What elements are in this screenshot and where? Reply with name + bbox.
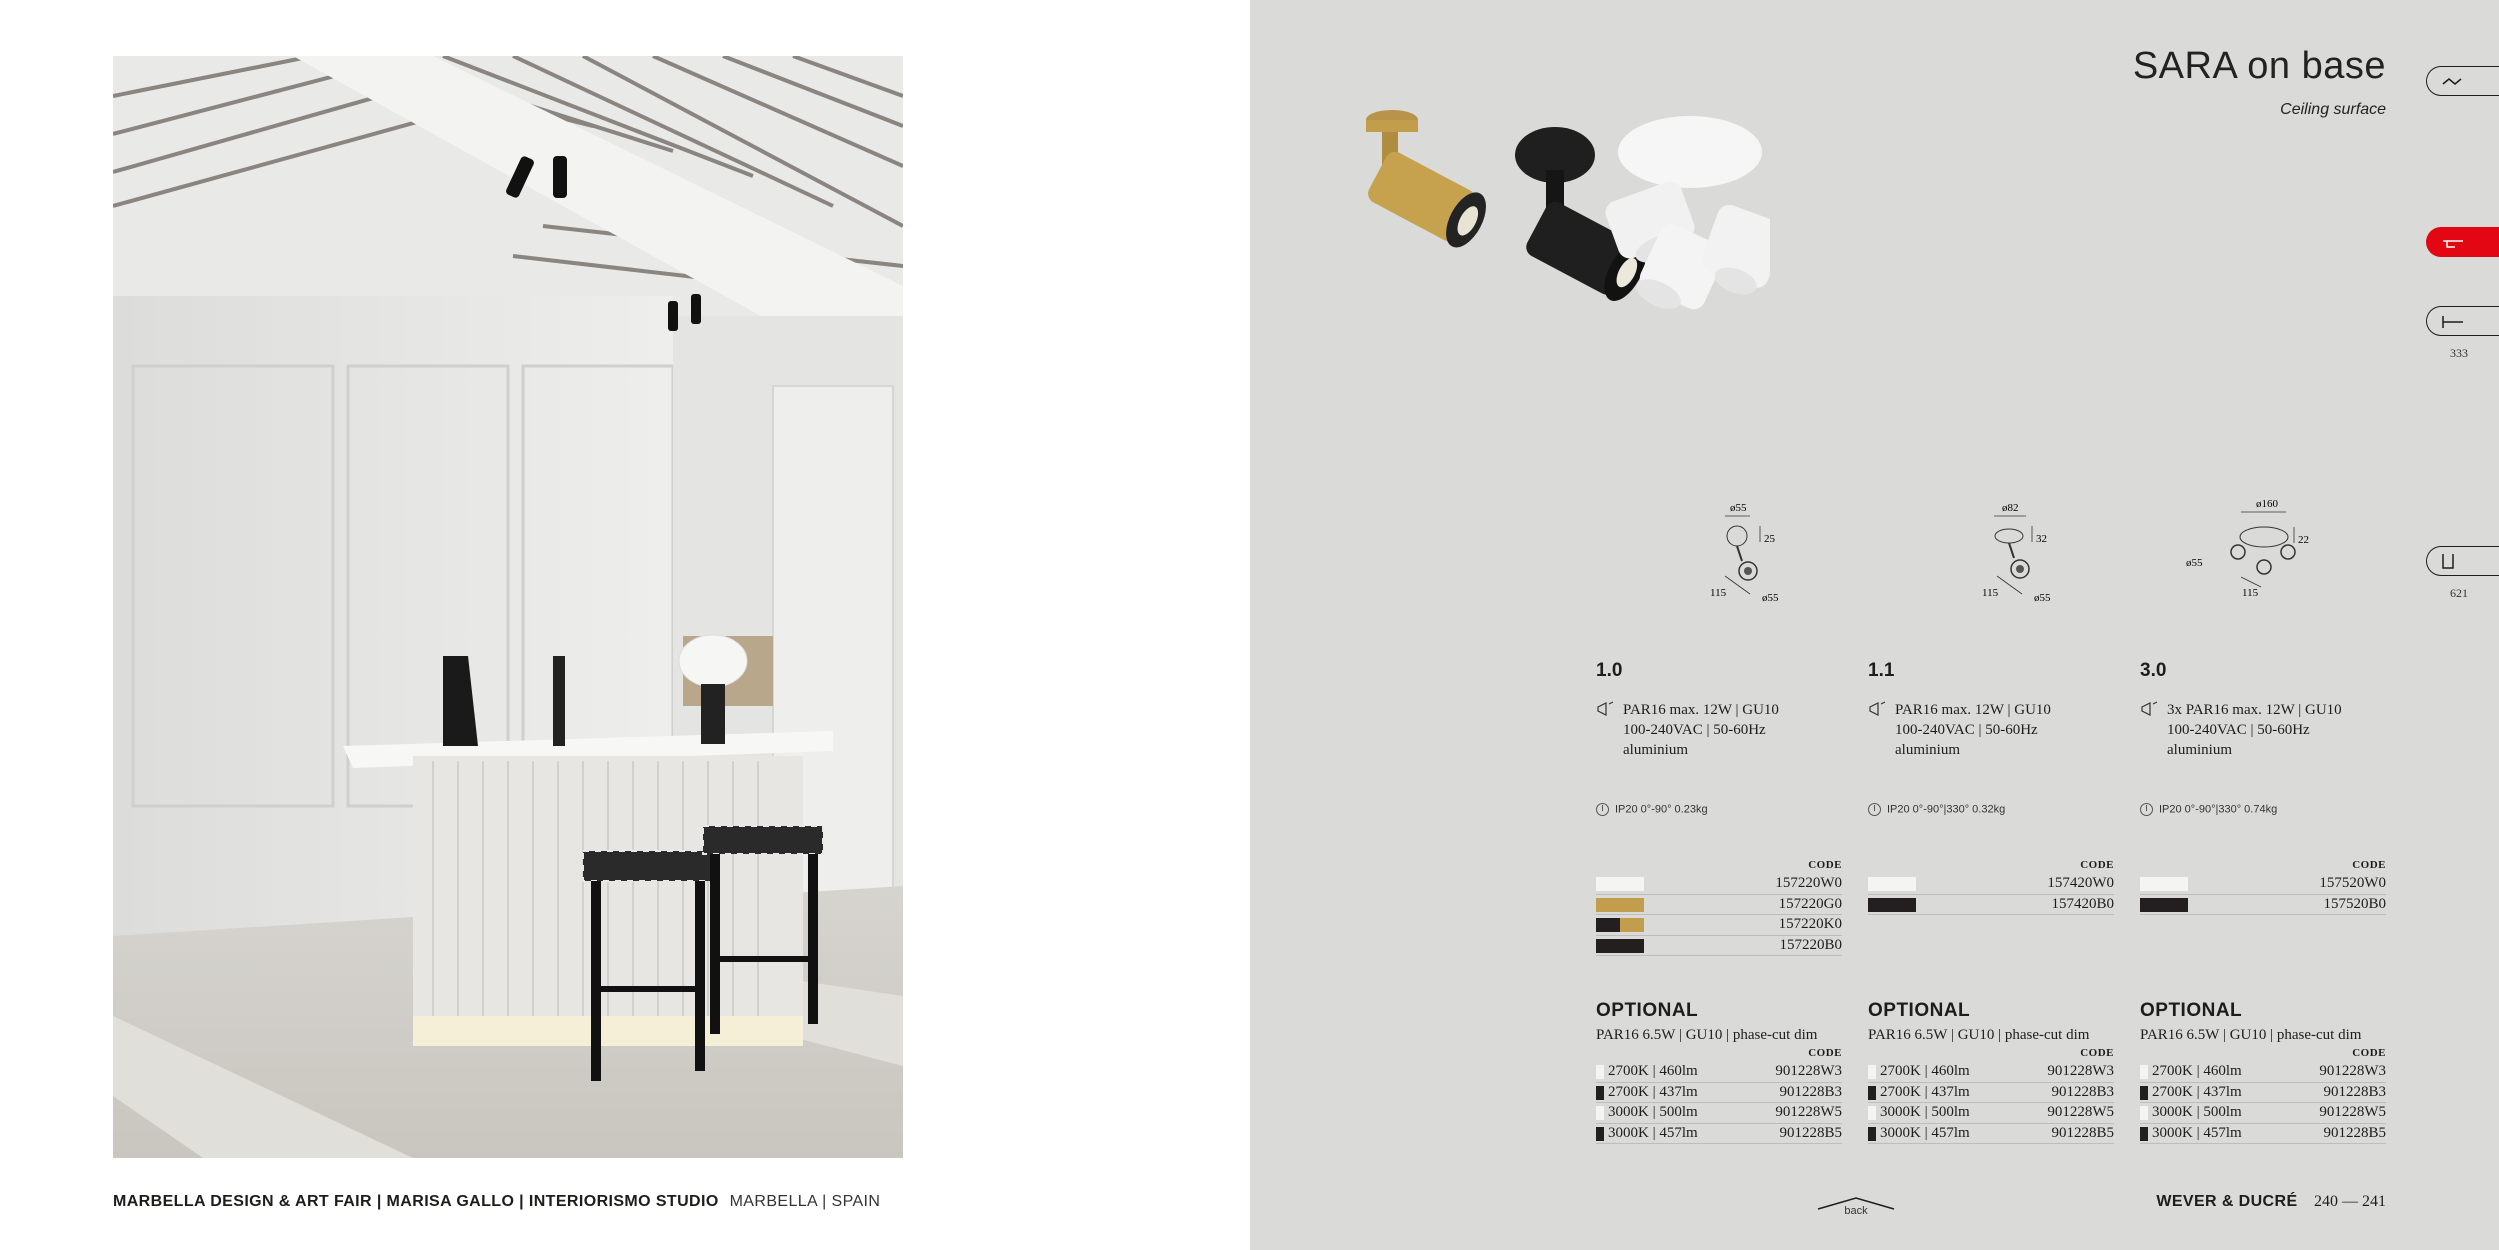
ip-rating	[2140, 803, 2277, 816]
caption-location: MARBELLA | SPAIN	[729, 1193, 881, 1210]
optional-label: 3000K | 500lm	[1608, 1104, 1698, 1120]
dim-length: 115	[2242, 587, 2259, 599]
finish-swatch-black-gold	[1596, 918, 1644, 932]
model-number: 1.0	[1596, 660, 1623, 681]
finish-swatch-white	[2140, 877, 2188, 891]
optional-code-header: CODE	[2080, 1047, 2114, 1059]
optional-title: OPTIONAL	[2140, 1000, 2243, 1021]
lamp-finish-mark	[1868, 1106, 1876, 1120]
side-tab-recessed[interactable]	[2426, 546, 2499, 576]
spec-line: PAR16 max. 12W | GU10	[1623, 702, 1779, 718]
optional-row[interactable]	[1596, 1062, 1842, 1083]
code-row[interactable]	[1596, 936, 1842, 957]
code-table	[2140, 857, 2386, 915]
optional-row[interactable]	[2140, 1103, 2386, 1124]
tilt-icon	[2140, 803, 2153, 816]
lamp-finish-mark	[2140, 1127, 2148, 1141]
spec-line: 3x PAR16 max. 12W | GU10	[2167, 702, 2342, 718]
optional-label: 3000K | 457lm	[1880, 1124, 1970, 1141]
spec-line: 100-240VAC | 50-60Hz	[1895, 722, 2038, 738]
product-subtitle: Ceiling surface	[2280, 101, 2386, 118]
optional-row[interactable]	[2140, 1083, 2386, 1104]
ceiling-spot-icon	[2437, 229, 2477, 255]
dimension-drawing-1-1	[1942, 496, 2102, 616]
finish-swatch-black	[1596, 939, 1644, 953]
dim-lamp: ø55	[1762, 592, 1779, 604]
spec-line: aluminium	[1895, 742, 1960, 758]
spec-block	[1596, 700, 1842, 762]
optional-label: 3000K | 457lm	[2152, 1124, 2242, 1141]
optional-code: 901228W5	[2047, 1104, 2114, 1120]
brand-name: WEVER & DUCRÉ	[2156, 1193, 2298, 1210]
ip-text: IP20 0°-90° 0.23kg	[1615, 803, 1708, 816]
optional-label: 2700K | 460lm	[1608, 1063, 1698, 1079]
product-title: SARA on base	[2132, 45, 2386, 87]
optional-code-header: CODE	[2352, 1047, 2386, 1059]
side-index-number: 333	[2450, 346, 2468, 360]
code-header: CODE	[2352, 859, 2386, 871]
code-row[interactable]	[1868, 895, 2114, 916]
spec-block	[2140, 700, 2386, 762]
optional-code: 901228W5	[2319, 1104, 2386, 1120]
spec-block	[1868, 700, 2114, 762]
optional-code: 901228W3	[2047, 1063, 2114, 1079]
product-gold-spot	[1364, 110, 1495, 254]
product-code: 157520B0	[2323, 895, 2386, 912]
optional-code: 901228B5	[2323, 1124, 2386, 1141]
optional-desc: PAR16 6.5W | GU10 | phase-cut dim	[2140, 1027, 2362, 1043]
product-photos	[1350, 100, 1770, 360]
right-page	[1250, 0, 2499, 1250]
product-code: 157420W0	[2047, 875, 2114, 891]
optional-code: 901228B3	[2323, 1083, 2386, 1100]
optional-block	[2140, 1000, 2386, 1144]
optional-label: 2700K | 437lm	[1608, 1083, 1698, 1100]
optional-label: 2700K | 460lm	[1880, 1063, 1970, 1079]
optional-label: 3000K | 500lm	[2152, 1104, 2242, 1120]
finish-swatch-white	[1596, 877, 1644, 891]
code-row[interactable]	[1596, 895, 1842, 916]
side-tab-track[interactable]	[2426, 306, 2499, 336]
dimension-drawing-3-0	[2176, 492, 2336, 612]
optional-row[interactable]	[1596, 1124, 1842, 1145]
code-row[interactable]	[1868, 874, 2114, 895]
interior-photo	[113, 56, 903, 1158]
dim-length: 115	[1710, 587, 1727, 599]
spec-lines	[2167, 700, 2387, 760]
spec-lines	[1895, 700, 2115, 760]
code-table	[1868, 857, 2114, 915]
model-number: 3.0	[2140, 660, 2167, 681]
optional-desc: PAR16 6.5W | GU10 | phase-cut dim	[1868, 1027, 2090, 1043]
spec-line: 100-240VAC | 50-60Hz	[1623, 722, 1766, 738]
product-code: 157220K0	[1778, 916, 1842, 932]
optional-label: 3000K | 457lm	[1608, 1124, 1698, 1141]
optional-code: 901228W3	[1775, 1063, 1842, 1079]
optional-label: 3000K | 500lm	[1880, 1104, 1970, 1120]
product-code: 157220W0	[1775, 875, 1842, 891]
lamp-finish-mark	[1868, 1127, 1876, 1141]
finish-swatch-gold	[1596, 898, 1644, 912]
ip-text: IP20 0°-90°|330° 0.74kg	[2159, 803, 2278, 816]
optional-block	[1596, 1000, 1842, 1144]
product-code: 157220G0	[1778, 895, 1842, 912]
optional-code-header: CODE	[1808, 1047, 1842, 1059]
lamp-finish-mark	[2140, 1065, 2148, 1079]
back-label: back	[1844, 1205, 1868, 1217]
interior-photo-illustration	[113, 56, 903, 1158]
code-table	[1596, 857, 1842, 956]
spotlight-icon	[2140, 700, 2160, 724]
lamp-finish-mark	[2140, 1106, 2148, 1120]
ip-text: IP20 0°-90°|330° 0.32kg	[1887, 803, 2006, 816]
dim-lamp: ø55	[2186, 557, 2203, 569]
optional-code: 901228W5	[1775, 1104, 1842, 1120]
caption-credits: MARBELLA DESIGN & ART FAIR | MARISA GALLO | INTERIORISMO STUDIO	[113, 1193, 719, 1210]
dim-side: 25	[1764, 533, 1775, 545]
lamp-finish-mark	[1596, 1065, 1604, 1079]
dim-side: 32	[2036, 533, 2047, 545]
dim-top: ø55	[1730, 502, 1747, 514]
code-header: CODE	[1808, 859, 1842, 871]
dim-lamp: ø55	[2034, 592, 2051, 604]
code-row[interactable]	[1596, 874, 1842, 895]
finish-swatch-white	[1868, 877, 1916, 891]
side-tab-ceiling-active[interactable]	[2426, 227, 2499, 257]
code-header: CODE	[2080, 859, 2114, 871]
lamp-finish-mark	[1596, 1127, 1604, 1141]
optional-block	[1868, 1000, 2114, 1144]
photo-caption	[113, 1193, 880, 1211]
optional-code: 901228B3	[2051, 1083, 2114, 1100]
optional-row[interactable]	[1868, 1103, 2114, 1124]
product-code: 157520W0	[2319, 875, 2386, 891]
code-row[interactable]	[1596, 915, 1842, 936]
spec-line: aluminium	[1623, 742, 1688, 758]
optional-row[interactable]	[1596, 1103, 1842, 1124]
optional-code: 901228B3	[1779, 1083, 1842, 1100]
optional-row[interactable]	[1596, 1083, 1842, 1104]
spec-lines	[1623, 700, 1843, 760]
optional-title: OPTIONAL	[1596, 1000, 1699, 1021]
product-code: 157420B0	[2051, 895, 2114, 912]
spotlight-icon	[1868, 700, 1888, 724]
surface-spot-icon	[2437, 68, 2477, 94]
spec-line: 100-240VAC | 50-60Hz	[2167, 722, 2310, 738]
optional-desc: PAR16 6.5W | GU10 | phase-cut dim	[1596, 1027, 1818, 1043]
footer-brand	[2156, 1193, 2386, 1211]
dim-length: 115	[1982, 587, 1999, 599]
product-code: 157220B0	[1779, 936, 1842, 953]
optional-row[interactable]	[2140, 1062, 2386, 1083]
back-link[interactable]	[1816, 1196, 1896, 1226]
optional-label: 2700K | 437lm	[2152, 1083, 2242, 1100]
lamp-finish-mark	[1868, 1065, 1876, 1079]
dim-top: ø82	[2002, 502, 2019, 514]
recessed-spot-icon	[2437, 548, 2477, 574]
lamp-finish-mark	[2140, 1086, 2148, 1100]
optional-row[interactable]	[1868, 1083, 2114, 1104]
dim-side: 22	[2298, 534, 2309, 546]
track-spot-icon	[2437, 308, 2477, 334]
dimension-drawing-1-0	[1670, 496, 1830, 616]
spec-line: aluminium	[2167, 742, 2232, 758]
optional-row[interactable]	[2140, 1124, 2386, 1145]
finish-swatch-black	[2140, 898, 2188, 912]
optional-label: 2700K | 460lm	[2152, 1063, 2242, 1079]
ip-rating	[1868, 803, 2005, 816]
code-row[interactable]	[2140, 895, 2386, 916]
lamp-finish-mark	[1868, 1086, 1876, 1100]
lamp-finish-mark	[1596, 1106, 1604, 1120]
dim-top: ø160	[2256, 498, 2278, 510]
lamp-finish-mark	[1596, 1086, 1604, 1100]
side-tab-surface[interactable]	[2426, 66, 2499, 96]
optional-code: 901228W3	[2319, 1063, 2386, 1079]
optional-code: 901228B5	[2051, 1124, 2114, 1141]
spec-line: PAR16 max. 12W | GU10	[1895, 702, 2051, 718]
optional-title: OPTIONAL	[1868, 1000, 1971, 1021]
model-number: 1.1	[1868, 660, 1895, 681]
optional-label: 2700K | 437lm	[1880, 1083, 1970, 1100]
tilt-icon	[1868, 803, 1881, 816]
optional-row[interactable]	[1868, 1062, 2114, 1083]
optional-code: 901228B5	[1779, 1124, 1842, 1141]
side-index-number: 621	[2450, 586, 2468, 600]
finish-swatch-black	[1868, 898, 1916, 912]
tilt-icon	[1596, 803, 1609, 816]
code-row[interactable]	[2140, 874, 2386, 895]
spotlight-icon	[1596, 700, 1616, 724]
page-numbers: 240 — 241	[2314, 1193, 2386, 1210]
ip-rating	[1596, 803, 1708, 816]
optional-row[interactable]	[1868, 1124, 2114, 1145]
